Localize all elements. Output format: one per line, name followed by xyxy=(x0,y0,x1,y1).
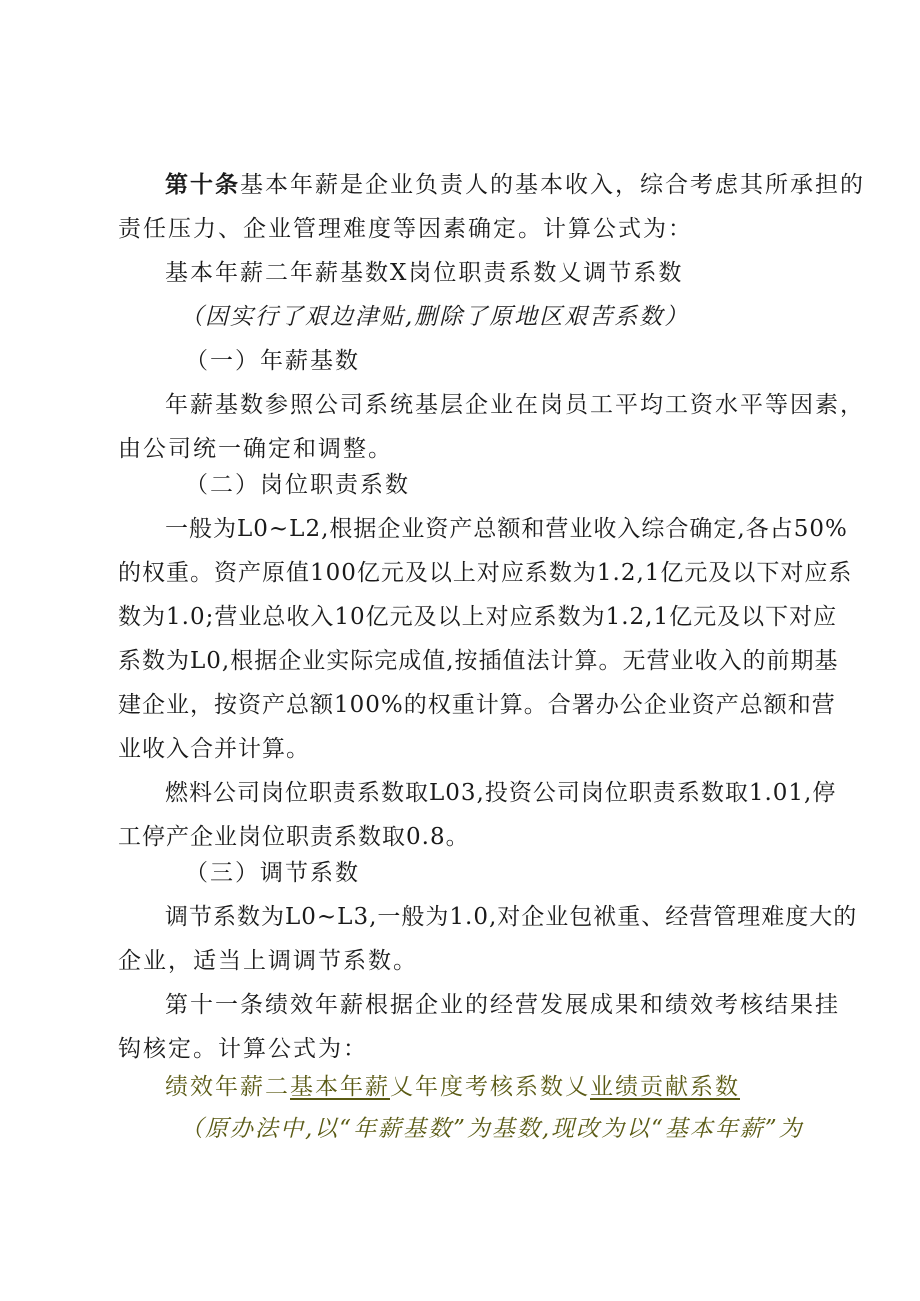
section-2-p2-line-1: 燃料公司岗位职责系数取L03,投资公司岗位职责系数取1.01,停 xyxy=(165,780,837,806)
article-10-label: 第十条 xyxy=(165,171,240,198)
section-2-p1-line-1: 一般为L0~L2,根据企业资产总额和营业收入综合确定,各占50% xyxy=(165,516,848,542)
formula-2-part-2: 基本年薪 xyxy=(290,1074,390,1100)
article-10-text: 基本年薪是企业负责人的基本收入，综合考虑其所承担的 xyxy=(240,172,865,198)
section-1-line-1: 年薪基数参照公司系统基层企业在岗员工平均工资水平等因素， xyxy=(165,392,865,418)
note-hardship-removed: （因实行了艰边津贴,删除了原地区艰苦系数） xyxy=(180,304,690,330)
article-11-line-2: 钩核定。计算公式为： xyxy=(118,1036,368,1062)
section-3-heading: （三）调节系数 xyxy=(185,860,360,886)
section-2-heading: （二）岗位职责系数 xyxy=(185,472,410,498)
section-3-line-2: 企业，适当上调调节系数。 xyxy=(118,948,418,974)
article-10-line-1 xyxy=(165,170,865,200)
article-11-line-1: 第十一条绩效年薪根据企业的经营发展成果和绩效考核结果挂 xyxy=(165,992,840,1018)
section-2-p1-line-3: 数为1.0;营业总收入10亿元及以上对应系数为1.2,1亿元及以下对应 xyxy=(118,604,838,630)
section-2-p1-line-4: 系数为L0,根据企业实际完成值,按插值法计算。无营业收入的前期基 xyxy=(118,648,839,674)
formula-base-salary: 基本年薪二年薪基数X岗位职责系数乂调节系数 xyxy=(165,260,684,286)
section-2-p2-line-2: 工停产企业岗位职责系数取0.8。 xyxy=(118,824,470,850)
section-2-p1-line-2: 的权重。资产原值100亿元及以上对应系数为1.2,1亿元及以下对应系 xyxy=(118,560,853,586)
section-3-line-1: 调节系数为L0~L3,一般为1.0,对企业包袱重、经营管理难度大的 xyxy=(165,904,858,930)
section-2-p1-line-6: 业收入合并计算。 xyxy=(118,736,310,762)
formula-2-part-1: 绩效年薪二 xyxy=(165,1074,290,1100)
section-2-p1-line-5: 建企业，按资产总额100%的权重计算。合署办公企业资产总额和营 xyxy=(118,692,836,718)
formula-2-part-4: 业绩贡献系数 xyxy=(590,1074,740,1100)
section-1-heading: （一）年薪基数 xyxy=(185,348,360,374)
section-1-line-2: 由公司统一确定和调整。 xyxy=(118,436,393,462)
formula-2-part-3: 乂年度考核系数乂 xyxy=(390,1074,590,1100)
formula-performance-salary xyxy=(165,1072,740,1102)
article-10-line-2: 责任压力、企业管理难度等因素确定。计算公式为： xyxy=(118,216,693,242)
note-original-method: （原办法中,以“年薪基数”为基数,现改为以“基本年薪”为 xyxy=(180,1116,804,1142)
